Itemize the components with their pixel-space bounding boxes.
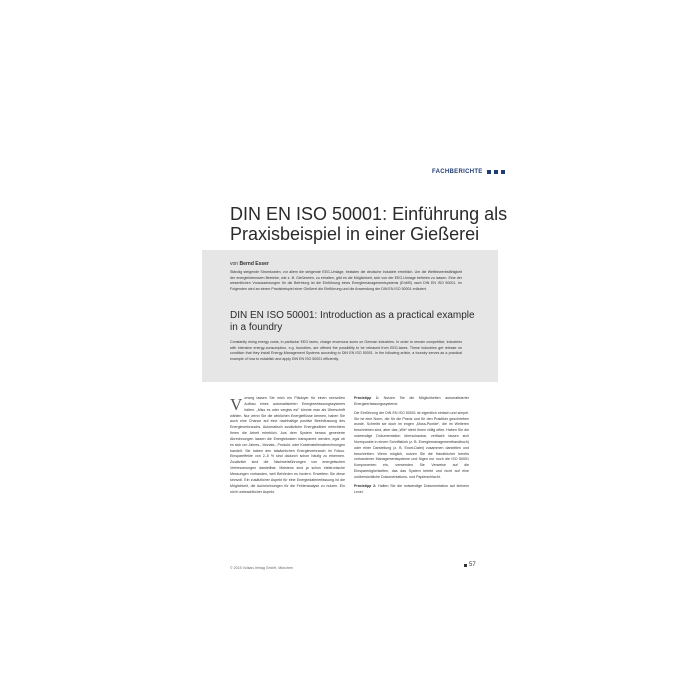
tip-lead-2: Praxistipp 2:: [354, 483, 377, 488]
tip-text-1: Nutzen Sie die Möglichkeiten automatisierter Energieerfassungssysteme.: [354, 396, 469, 406]
section-square-icon: [501, 170, 505, 174]
body-paragraph: Die Einführung der DIN EN ISO 50001 ist eigentlich einfach und simpel. Sie ist eine Norm, die für die Praxis und für den Praktiker geschrieben wurde. Schreibt sie doch im engen „Muss-Punkte“, die im Weiteren beschrieben sind, aber das „Wie“ steht Ihnen völlig offen. Haben Sie die notwendige Dokumentation überschaubar, verflacht lassen sich Normpunkte in einem Schriftstück (z. B. Energiemanagementhandbuch) oder einer Darstellung (z. B. Excel-Datei) zusammen darstellen und beschreiben. Wenn möglich, nutzen Sie die Handbücher bereits vorhandener Managementsysteme und fügen nur noch die ISO 50001 Komponenten ein, verwenden Sie Verweise auf die Einsparmöglichkeiten, das das System belebt und nicht auf eine unübersichtliche Dokumentations- und Papierschlacht.: [354, 410, 469, 479]
body-text: orweg lassen Sie mich ein Plädoyer für einen sinnvollen Aufbau eines automatisierten Energieerfassungssystems halten. „Miss es oder vergiss es!“ könnte man als Überschrift wählen. Nur wenn Sie die wirklichen Energieflüsse kennen, haben Sie auch eine Chance auf eine nachhaltige positive Beeinflussung des Energieverbrauchs. Automatisch zusätzliche Energiezähler erleichtern Ihnen die Arbeit erheblich. Aus dem System heraus generierte Abrechnungen lassen die Energiekosten transparent werden, egal ob es sich um Jahres-, Monats-, Produkt- oder Kostenstellenabrechnungen handelt. Sie haben den tatsächlichen Energieverbrauch im Fokus. Einspareffekte von 2–5 % sind dadurch schon häufig zu erkennen. Zusätzlich sind die Nachweisführungen von energetischen Verbesserungen darstellbar. Meistens sind ja schon elektronische Messungen vorhanden, weil Behörden es fordern. Erweitern Sie diese sinnvoll. Ein zusätzlicher Aspekt für eine Energiedatenerfassung ist die Möglichkeit, die Aufzeichnungen für die Fehleranalyse zu nutzen. Ein nicht unbeachtlicher Aspekt.: [230, 396, 345, 494]
article-title: DIN EN ISO 50001: Einführung als Praxisbeispiel in einer Gießerei: [230, 204, 508, 244]
tip-lead-1: Praxistipp 1:: [354, 396, 380, 400]
tip-paragraph-1: [354, 396, 469, 408]
article-title-english: DIN EN ISO 50001: Introduction as a practical example in a foundry: [230, 310, 475, 333]
author-prefix: von: [230, 261, 239, 267]
section-square-icon: [494, 170, 498, 174]
section-square-icon: [487, 170, 491, 174]
footer-copyright: © 2015 Vulkan-Verlag GmbH, München: [230, 566, 294, 570]
body-column-right: [354, 396, 469, 499]
body-paragraph: [230, 396, 345, 495]
drop-cap: V: [230, 395, 243, 414]
page-marker-icon: [464, 564, 467, 567]
page-number: 57: [469, 562, 476, 568]
tip-text-2: Halten Sie die notwendige Dokumentation auf kleinem Level.: [354, 483, 469, 494]
abstract-english: Constantly rising energy costs, in particular EEG taxes, charge enormous sums on German industries. In order to remain competitive, industries with intensive energy-consumption, e.g. foundries, are offered the possibility to be released from EEG-taxes. These industries get release on condition that they install Energy-Management Systems according to DIN EN ISO 50001. In the following article, a foundry serves as a practical example of how to establish and apply DIN EN ISO 50001 efficiently.: [230, 340, 462, 361]
section-label: [432, 169, 505, 175]
tip-paragraph-2: [354, 484, 469, 496]
author-line: [230, 261, 269, 267]
section-label-text: FACHBERICHTE: [432, 169, 483, 175]
abstract-german: Ständig steigende Stromkosten, vor allem die steigende EEG-Umlage, belasten die deutsche Industrie erheblich. Um die Wettbewerbsfähigkeit der energieintensiven Betriebe, wie z. B. Gießereien, zu erhalten, gibt es die Möglichkeit, sich von der EEG-Umlage befreien zu lassen. Eine der wesentlichen Voraussetzungen für die Befreiung ist die Einführung eines Energiemanagementsystems (EnMS) nach DIN EN ISO 50001. Im Folgenden wird an einem Praxisbeispiel einer Gießerei die Einführung und die Anwendung der DIN EN ISO 50001 erläutert.: [230, 270, 462, 291]
author-name: Bernd Esser: [239, 261, 269, 267]
footer-page: [464, 562, 476, 568]
body-column-left: [230, 396, 345, 498]
